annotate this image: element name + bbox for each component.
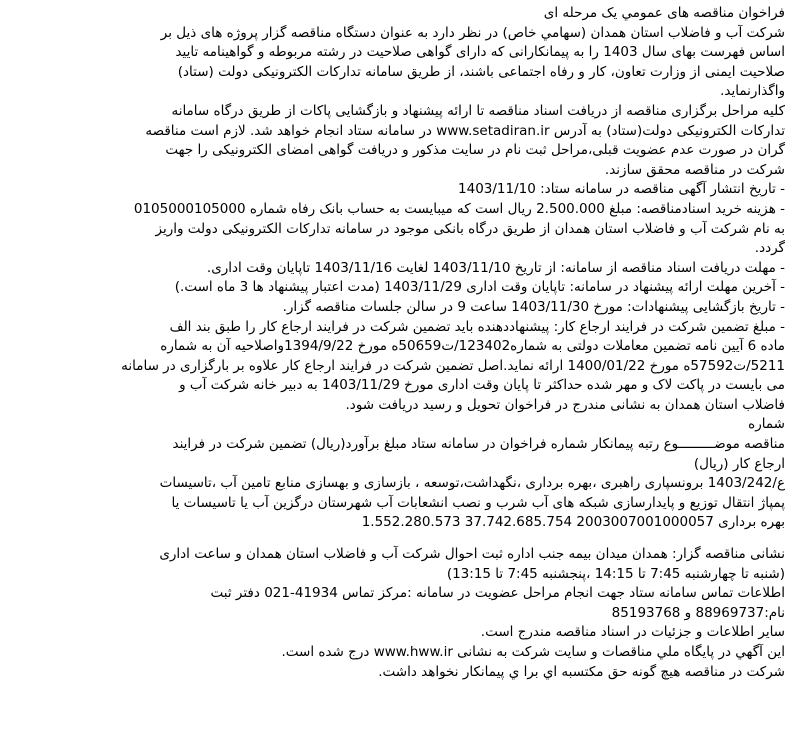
section-gap (8, 533, 785, 545)
notice-table-header: شماره (748, 416, 785, 433)
notice-line: شرکت در مناقصه محقق سازند. (604, 161, 785, 178)
notice-address: نشانی مناقصه گزار: همدان میدان بیمه جنب اداره ثبت احوال شرکت آب و فاضلاب استان همدان و ساعت اداری (159, 546, 785, 563)
notice-line: گران در صورت عدم عضویت قبلی،مراحل ثبت نام در سایت مذکور و دریافت گواهی امضای الکترونیکی را جهت (165, 142, 785, 159)
notice-body-part2 (8, 545, 785, 682)
notice-table-header: مناقصه موضـــــــــوع رتبه پیمانکار شماره فراخوان در سامانه ستاد مبلغ برآورد(ریال) تضمین شرکت در فرایند (172, 436, 785, 453)
notice-line-publish-date: - تاریخ انتشار آگهی مناقصه در سامانه ستاد: 1403/11/10 (458, 181, 785, 198)
notice-office-hours: (شنبه تا چهارشنبه 7:45 تا 14:15 ،پنجشنبه 7:45 تا 13:15) (446, 565, 785, 582)
notice-line-guarantee: - مبلغ تضمین شرکت در فرایند ارجاع کار: پیشنهاددهنده باید تضمین شرکت در فرایند ارجاع کار را طبق بند الف (169, 318, 785, 335)
notice-line: اساس فهرست بهای سال 1403 را به پیمانکارانی که دارای گواهی صلاحیت در رشته مربوطه و گواهینامه تایید (175, 44, 785, 61)
notice-contact: نام:88969737 و 85193768 (611, 604, 785, 621)
notice-line: 5211/ت57592ه مورخ 1400/01/22 ارائه نماید.اصل تضمین شرکت در فرایند ارجاع کار علاوه بر بارگزاری در سامانه (121, 357, 785, 374)
notice-line: ماده 6 آیین نامه تضمین معاملات دولتی به شماره123402/ت50659ه مورخ 1394/9/22واصلاحیه آن به شماره (160, 338, 785, 355)
notice-line-document-deadline: - مهلت دریافت اسناد مناقصه از سامانه: از تاریخ 1403/11/10 لغایت 1403/11/16 تاپایان وقت اداری. (206, 259, 785, 276)
notice-table-row: بهره برداری 2003007001000057 37.742.685.754 1.552.280.573 (361, 514, 785, 531)
notice-contact: اطلاعات تماس سامانه ستاد جهت انجام مراحل عضویت در سامانه :مرکز تماس 41934-021 دفتر ثبت (210, 585, 785, 602)
notice-body-part1 (8, 4, 785, 533)
notice-line: فاضلاب استان همدان به نشانی مندرج در فراخوان تحویل و رسید دریافت شود. (345, 396, 785, 413)
notice-line: شرکت در مناقصه هیچ گونه حق مکتسبه اي برا ي پیمانکار نخواهد داشت. (378, 663, 785, 680)
notice-line: می بایست در پاکت لاک و مهر شده حداکثر تا پایان وقت اداری مورخ 1403/11/29 به دبیر خانه شرکت آب و (179, 377, 785, 394)
notice-line: کلیه مراحل برگزاری مناقصه از دریافت اسناد مناقصه تا ارائه پیشنهاد و بازگشایی پاکات از طریق درگاه سامانه (171, 102, 785, 119)
notice-line-submission-deadline: - آخرین مهلت ارائه پیشنهاد در سامانه: تاپایان وقت اداری 1403/11/29 (مدت اعتبار پیشنهاد ها 3 ماه است.) (174, 279, 785, 296)
notice-line: تدارکات الکترونیکی دولت(ستاد) به آدرس www.setadiran.ir در سامانه ستاد انجام خواهد شد. لازم است مناقصه (145, 122, 785, 139)
notice-line: صلاحیت ایمنی از وزارت تعاون، کار و رفاه اجتماعی باشند، از طریق سامانه تدارکات الکترونیکی دولت (ستاد) (177, 63, 785, 80)
notice-line: شرکت آب و فاضلاب استان همدان (سهامي خاص) در نظر دارد به عنوان دستگاه مناقصه گزار پروژه های ذیل بر (160, 24, 785, 41)
notice-line: به نام شرکت آب و فاضلاب استان همدان از طریق درگاه بانکی موجود در سامانه تدارکات الکترونیکی دولت واریز (155, 220, 785, 237)
notice-line: این آگهي در پایگاه ملي مناقصات و سایت شرکت به نشانی www.hww.ir درج شده است. (281, 644, 785, 660)
notice-title: فراخوان مناقصه های عمومي یک مرحله ای (543, 5, 785, 21)
notice-table-row: ع/1403/242 برونسپاری راهبری ،بهره برداری ،نگهداشت،توسعه ، بازسازی و بهسازی منابع تامین آب ،تاسیسات (159, 475, 785, 492)
notice-table-header: ارجاع کار (ریال) (693, 455, 785, 472)
notice-line-opening-date: - تاریخ بازگشایی پیشنهادات: مورخ 1403/11/30 ساعت 9 در سالن جلسات مناقصه گزار. (282, 298, 785, 315)
notice-line-document-fee: - هزینه خرید اسنادمناقصه: مبلغ 2.500.000 ریال است که میبایست به حساب بانک رفاه شماره 0105000105000 (133, 200, 785, 217)
notice-line: گردد. (754, 240, 785, 257)
notice-table-row: پمپاژ انتقال توزیع و پایدارسازی شبکه های آب شرب و نصب انشعابات آب شهرستان درگزین آب یا تاسیسات یا (171, 494, 785, 511)
notice-line: واگذارنماید. (720, 83, 785, 100)
notice-line: سایر اطلاعات و جزئیات در اسناد مناقصه مندرج است. (480, 624, 785, 641)
